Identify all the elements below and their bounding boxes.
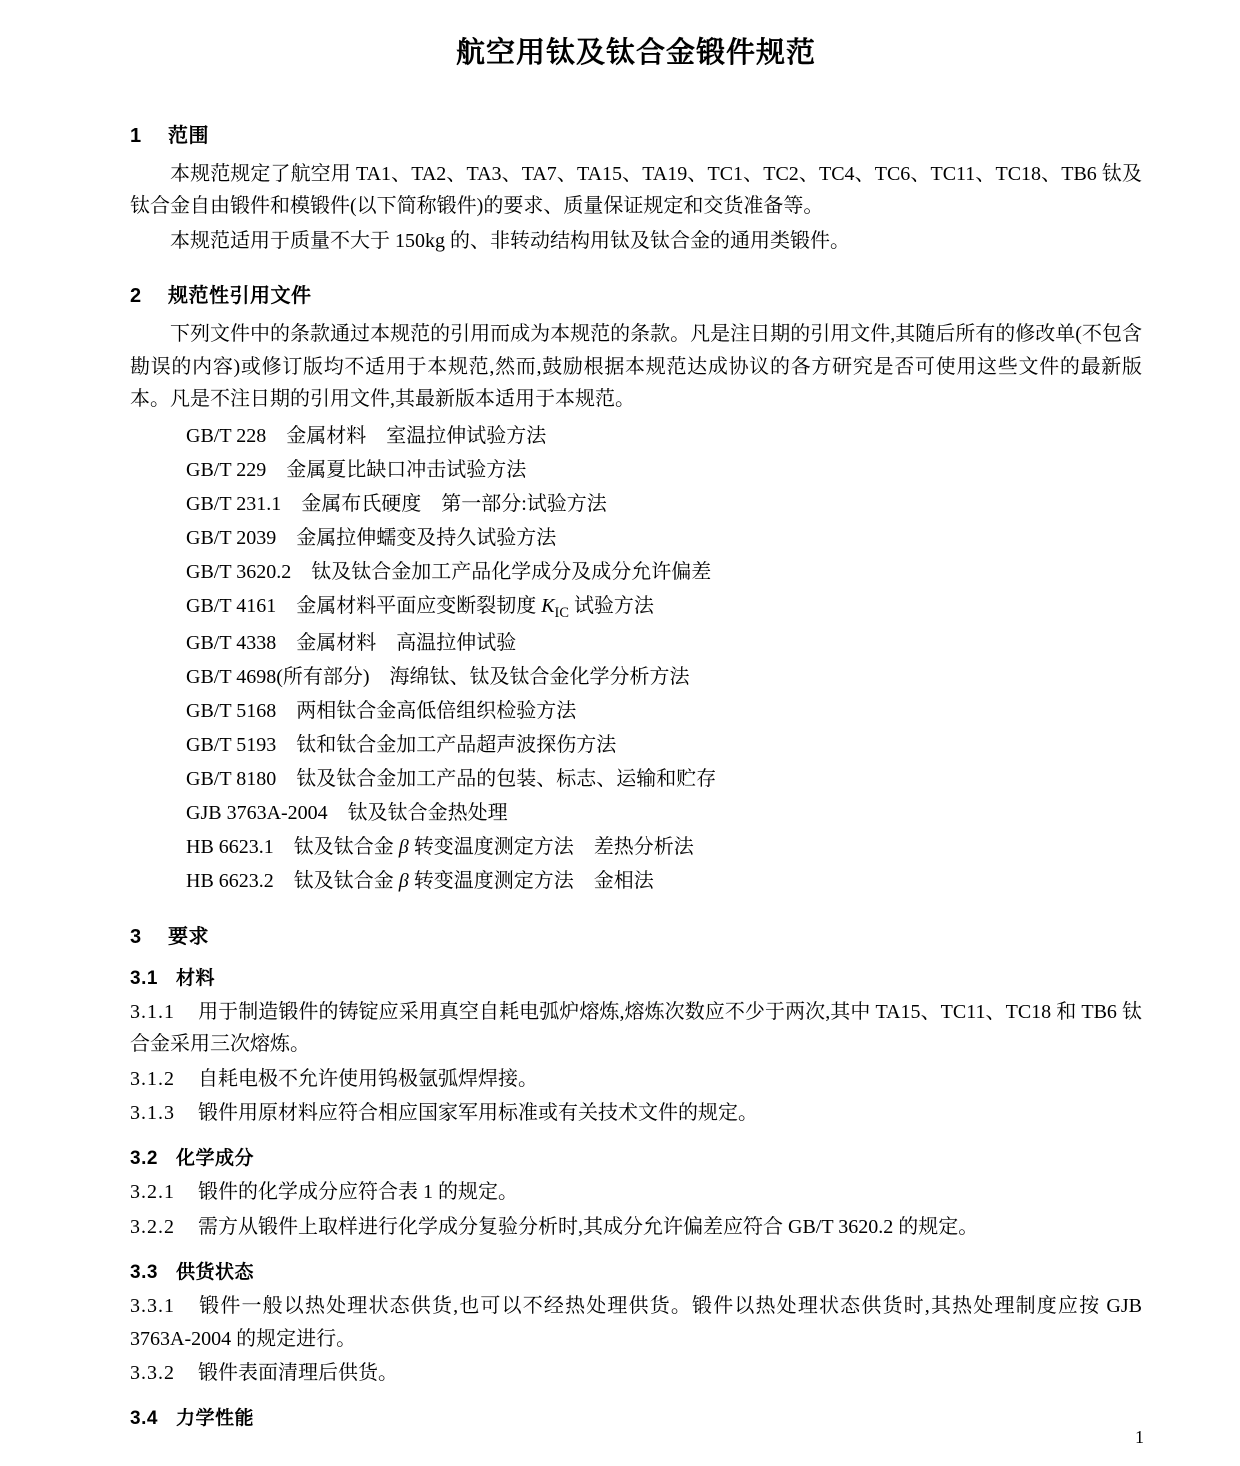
clause bbox=[130, 1097, 1142, 1129]
list-item bbox=[130, 453, 1142, 487]
paragraph: 本规范适用于质量不大于 150kg 的、非转动结构用钛及钛合金的通用类锻件。 bbox=[170, 229, 850, 252]
section-heading-1 bbox=[130, 119, 1142, 148]
reference-code: GB/T 3620.2 bbox=[186, 561, 292, 584]
clause-text: 需方从锻件上取样进行化学成分复验分析时,其成分允许偏差应符合 GB/T 3620.2 的规定。 bbox=[198, 1215, 979, 1238]
clause-number: 3.2.2 bbox=[130, 1215, 175, 1238]
list-item bbox=[130, 694, 1142, 728]
subsection-heading-3-4 bbox=[130, 1403, 1142, 1430]
reference-code: HB 6623.1 bbox=[186, 835, 274, 858]
clause-number: 3.2.1 bbox=[130, 1181, 175, 1204]
section-title-1: 范围 bbox=[168, 125, 209, 147]
subsection-number: 3.1 bbox=[130, 967, 158, 989]
reference-code: GB/T 8180 bbox=[186, 767, 277, 790]
reference-code: GB/T 5193 bbox=[186, 733, 277, 756]
section-number-2: 2 bbox=[130, 285, 142, 308]
clause-number: 3.1.2 bbox=[130, 1067, 175, 1090]
clause-number: 3.3.2 bbox=[130, 1361, 175, 1384]
clause bbox=[130, 1357, 1142, 1389]
reference-code: GB/T 231.1 bbox=[186, 493, 282, 516]
list-item bbox=[130, 660, 1142, 694]
list-item bbox=[130, 487, 1142, 521]
reference-title: 钛及钛合金 β 转变温度测定方法 金相法 bbox=[293, 869, 654, 892]
clause-number: 3.3.1 bbox=[130, 1295, 175, 1318]
reference-title: 钛及钛合金热处理 bbox=[347, 801, 508, 824]
clause-text: 锻件表面清理后供货。 bbox=[198, 1361, 398, 1384]
section-title-3: 要求 bbox=[168, 925, 209, 948]
normative-references-list bbox=[130, 419, 1142, 897]
clause bbox=[130, 1176, 1142, 1208]
reference-title: 金属夏比缺口冲击试验方法 bbox=[286, 459, 527, 482]
reference-title: 金属材料 室温拉伸试验方法 bbox=[286, 425, 547, 448]
subsection-number: 3.2 bbox=[130, 1148, 158, 1170]
list-item bbox=[130, 419, 1142, 453]
reference-code: GB/T 228 bbox=[186, 425, 267, 448]
clause-text: 用于制造锻件的铸锭应采用真空自耗电弧炉熔炼,熔炼次数应不少于两次,其中 TA15、TC11、TC18 和 TB6 钛合金采用三次熔炼。 bbox=[130, 1000, 1142, 1056]
reference-title: 金属布氏硬度 第一部分:试验方法 bbox=[301, 493, 607, 516]
reference-code: GB/T 4338 bbox=[186, 631, 277, 654]
reference-code: HB 6623.2 bbox=[186, 869, 274, 892]
subsection-number: 3.4 bbox=[130, 1408, 158, 1430]
subsection-number: 3.3 bbox=[130, 1262, 158, 1284]
reference-title: 金属材料平面应变断裂韧度 $K_{IC}$ 试验方法 bbox=[296, 595, 654, 622]
section-heading-2 bbox=[130, 279, 1142, 308]
list-item bbox=[130, 762, 1142, 796]
subsection-title: 化学成分 bbox=[176, 1148, 255, 1170]
section-heading-3 bbox=[130, 920, 1142, 949]
reference-title: 金属材料 高温拉伸试验 bbox=[296, 631, 517, 654]
clause-number: 3.1.1 bbox=[130, 1000, 175, 1023]
list-item bbox=[130, 864, 1142, 898]
reference-title: 钛及钛合金 β 转变温度测定方法 差热分析法 bbox=[293, 835, 694, 858]
clause-text: 锻件的化学成分应符合表 1 的规定。 bbox=[198, 1181, 518, 1204]
reference-title: 金属拉伸蠕变及持久试验方法 bbox=[296, 527, 557, 550]
clause bbox=[130, 996, 1142, 1061]
clause-number: 3.1.3 bbox=[130, 1102, 175, 1124]
list-item bbox=[130, 796, 1142, 830]
reference-code: GB/T 4161 bbox=[186, 595, 277, 618]
clause bbox=[130, 1211, 1142, 1243]
reference-code: GJB 3763A-2004 bbox=[186, 801, 328, 824]
reference-title: 两相钛合金高低倍组织检验方法 bbox=[296, 699, 577, 722]
subsection-title: 力学性能 bbox=[176, 1408, 255, 1430]
reference-title: 钛及钛合金加工产品的包装、标志、运输和贮存 bbox=[296, 767, 717, 790]
reference-code: GB/T 5168 bbox=[186, 699, 277, 722]
section-number-1: 1 bbox=[130, 125, 142, 147]
subsection-heading-3-1 bbox=[130, 963, 1142, 990]
list-item bbox=[130, 555, 1142, 589]
reference-code: GB/T 2039 bbox=[186, 527, 277, 550]
reference-title: 钛和钛合金加工产品超声波探伤方法 bbox=[296, 733, 617, 756]
subsection-title: 材料 bbox=[176, 967, 216, 989]
subsection-heading-3-2 bbox=[130, 1143, 1142, 1170]
list-item bbox=[130, 589, 1142, 625]
clause bbox=[130, 1063, 1142, 1095]
paragraph: 下列文件中的条款通过本规范的引用而成为本规范的条款。凡是注日期的引用文件,其随后所有的修改单(不包含勘误的内容)或修订版均不适用于本规范,然而,鼓励根据本规范达成协议的各方研究是否可使用这些文件的最新版本。凡是不注日期的引用文件,其最新版本适用于本规范。 bbox=[130, 323, 1142, 410]
clause-text: 自耗电极不允许使用钨极氩弧焊焊接。 bbox=[198, 1067, 538, 1090]
section-title-2: 规范性引用文件 bbox=[168, 285, 312, 308]
section-number-3: 3 bbox=[130, 925, 142, 948]
page-number: 1 bbox=[1135, 1427, 1144, 1448]
list-item bbox=[130, 521, 1142, 555]
clause-text: 锻件用原材料应符合相应国家军用标准或有关技术文件的规定。 bbox=[198, 1102, 758, 1124]
clause-text: 锻件一般以热处理状态供货,也可以不经热处理供货。锻件以热处理状态供货时,其热处理制度应按 GJB 3763A-2004 的规定进行。 bbox=[130, 1295, 1142, 1350]
reference-title: 海绵钛、钛及钛合金化学分析方法 bbox=[389, 665, 690, 688]
clause bbox=[130, 1290, 1142, 1355]
list-item bbox=[130, 728, 1142, 762]
reference-code: GB/T 4698(所有部分) bbox=[186, 665, 370, 688]
list-item bbox=[130, 830, 1142, 864]
paragraph: 本规范规定了航空用 TA1、TA2、TA3、TA7、TA15、TA19、TC1、TC2、TC4、TC6、TC11、TC18、TB6 钛及钛合金自由锻件和模锻件(以下简称锻件)的要求、质量保证规定和交货准备等。 bbox=[130, 163, 1142, 218]
section-2-body bbox=[130, 318, 1142, 415]
subsection-title: 供货状态 bbox=[176, 1262, 255, 1284]
subsection-heading-3-3 bbox=[130, 1257, 1142, 1284]
reference-code: GB/T 229 bbox=[186, 459, 267, 482]
section-1-body bbox=[130, 158, 1142, 257]
list-item bbox=[130, 626, 1142, 660]
page-title: 航空用钛及钛合金锻件规范 bbox=[455, 37, 816, 69]
reference-title: 钛及钛合金加工产品化学成分及成分允许偏差 bbox=[311, 561, 712, 584]
